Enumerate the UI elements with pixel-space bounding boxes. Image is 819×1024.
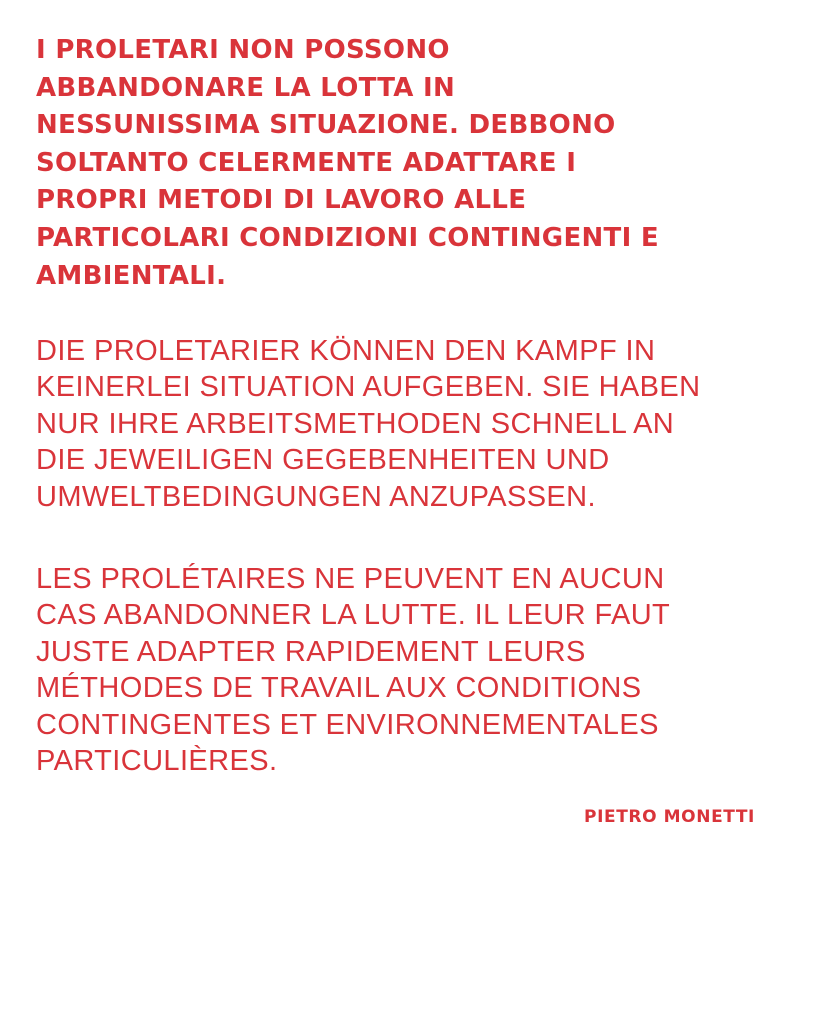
- quote-line: MÉTHODES DE TRAVAIL AUX CONDITIONS: [36, 672, 642, 705]
- quote-line: SOLTANTO CELERMENTE ADATTARE I: [36, 147, 577, 178]
- quote-line: CAS ABANDONNER LA LUTTE. IL LEUR FAUT: [36, 599, 671, 632]
- quote-line: I PROLETARI NON POSSONO: [36, 35, 450, 65]
- quote-line: PROPRI METODI DI LAVORO ALLE: [36, 185, 527, 216]
- quote-french: [36, 561, 796, 779]
- quote-line: LES PROLÉTAIRES NE PEUVENT EN AUCUN: [36, 563, 665, 595]
- quote-line: NESSUNISSIMA SITUAZIONE. DEBBONO: [36, 110, 616, 141]
- quote-line: PARTICOLARI CONDIZIONI CONTINGENTI E: [36, 222, 659, 253]
- quote-line: CONTINGENTES ET ENVIRONNEMENTALES: [36, 708, 659, 741]
- quote-line: KEINERLEI SITUATION AUFGEBEN. SIE HABEN: [36, 371, 701, 404]
- quote-line: PARTICULIÈRES.: [36, 745, 278, 778]
- quote-line: UMWELTBEDINGUNGEN ANZUPASSEN.: [36, 480, 596, 513]
- quote-italian: [36, 32, 796, 295]
- quote-german: [36, 333, 796, 515]
- quote-line: ABBANDONARE LA LOTTA IN: [36, 72, 456, 103]
- quote-line: DIE JEWEILIGEN GEGEBENHEITEN UND: [36, 444, 610, 477]
- quote-line: NUR IHRE ARBEITSMETHODEN SCHNELL AN: [36, 407, 675, 440]
- author-name: PIETRO MONETTI: [584, 807, 755, 827]
- quote-line: AMBIENTALI.: [36, 260, 227, 291]
- quote-line: JUSTE ADAPTER RAPIDEMENT LEURS: [36, 635, 586, 668]
- quote-line: DIE PROLETARIER KÖNNEN DEN KAMPF IN: [36, 335, 656, 367]
